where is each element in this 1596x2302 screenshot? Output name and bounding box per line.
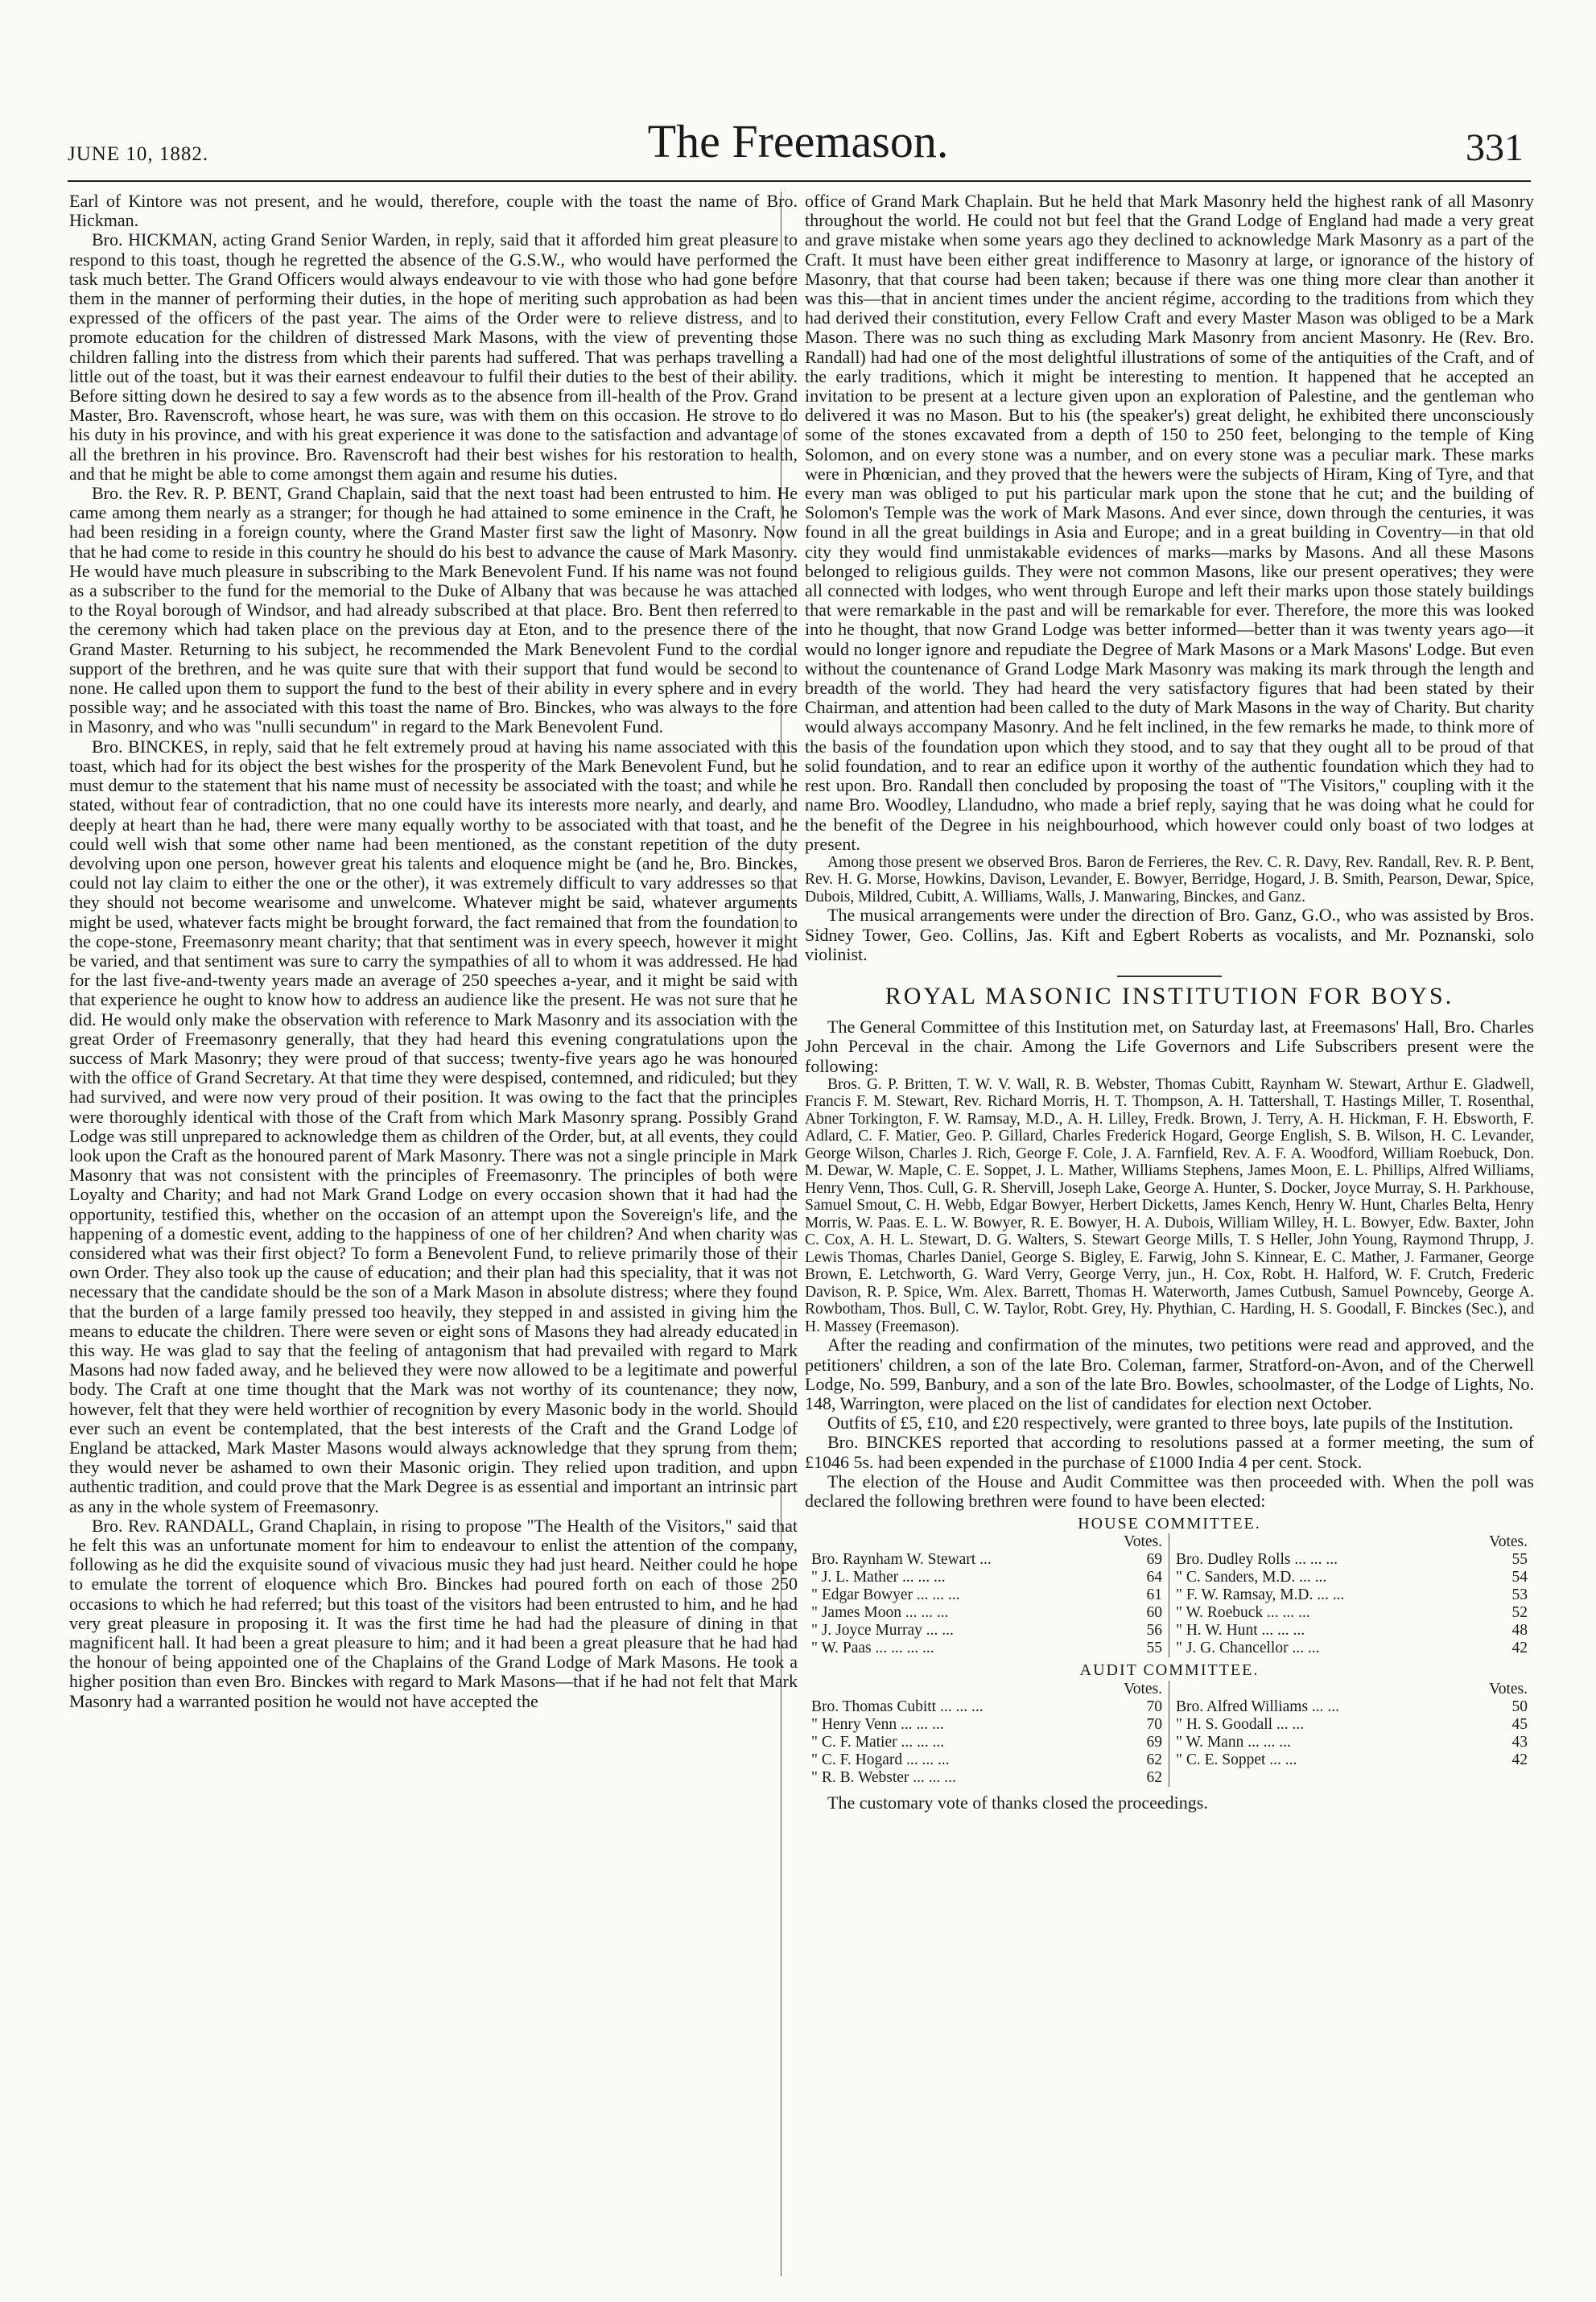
member-name: " W. Roebuck ... ... ... xyxy=(1176,1604,1310,1622)
vote-count: 70 xyxy=(1146,1698,1162,1715)
vote-count: 55 xyxy=(1146,1640,1162,1657)
house-committee-left xyxy=(805,1533,1169,1657)
vote-count: 52 xyxy=(1511,1604,1528,1622)
vote-count: 61 xyxy=(1146,1586,1162,1604)
house-committee-table xyxy=(805,1533,1534,1657)
vote-row xyxy=(811,1751,1162,1769)
member-name: " H. S. Goodall ... ... xyxy=(1176,1715,1305,1733)
vote-count: 53 xyxy=(1511,1586,1528,1604)
vote-row xyxy=(811,1569,1162,1586)
vote-row xyxy=(1176,1716,1528,1734)
vote-count: 50 xyxy=(1511,1698,1528,1715)
vote-row xyxy=(1176,1640,1528,1657)
house-committee-right xyxy=(1169,1533,1534,1657)
page-header xyxy=(56,115,1540,175)
right-column xyxy=(805,192,1534,1813)
minutes-paragraph: After the reading and confirmation of the minutes, two petitions were read and approved, and the petitioners' children, a son of the late Bro. Coleman, farmer, Stratford-on-Avon, and of the Cherwell Lodge, No. 599, Banbury, and a son of the late Bro. Bowles, schoolmaster, of the Lodge of Lights, No. 148, Warrington, were placed on the list of candidates for election next October. xyxy=(805,1335,1534,1413)
audit-committee-table xyxy=(805,1681,1534,1787)
binckes-report-paragraph: Bro. BINCKES reported that according to resolutions passed at a former meeting, the sum of £1046 5s. had been expended in the purchase of £1000 India 4 per cent. Stock. xyxy=(805,1432,1534,1472)
left-column xyxy=(69,192,798,1711)
vote-count: 54 xyxy=(1511,1569,1528,1586)
article-paragraph: office of Grand Mark Chaplain. But he held that Mark Masonry held the highest rank of all Masonry throughout the world. He could not but feel that the Grand Lodge of England had made a very great and grave mistake when some years ago they declined to acknowledge Mark Masonry as a part of the Craft. It must have been either great indifference to Masonry at large, or ignorance of the history of Masonry, that that course had been taken; because if there was one thing more clear than another it was this—that in ancient times under the ancient régime, according to the traditions from which they had derived their constitution, every Fellow Craft and every Master Mason was obliged to be a Mark Mason. There was no such thing as excluding Mark Masonry from ancient Masonry. He (Rev. Bro. Randall) had had one of the most delightful illustrations of some of the antiquities of the Craft, and of the early traditions, which it might be interesting to mention. It happened that he accepted an invitation to be present at a lecture given upon an exploration of Palestine, and the gentleman who delivered it was no Mason. But to his (the speaker's) great delight, he exhibited there unconsciously some of the stones excavated from a depth of 150 to 250 feet, belonging to the temple of King Solomon, and on every stone was a number, and on every stone was a peculiar mark. These marks were in Phœnician, and they proved that the hewers were the subjects of Hiram, King of Tyre, and that every man was obliged to put his particular mark upon the stone that he cut; and the building of Solomon's Temple was the work of Mark Masons. And ever since, down through the centuries, it was found in all the great buildings in Asia and Europe; and in a great building in Coventry—in that old city they would find unmistakable evidences of marks—marks by Masons. And all these Masons belonged to religious guilds. They were not common Masons, like our present operatives; they were all connected with lodges, who went through Europe and left their marks upon those stately buildings that were remarkable in the past and will be remarkable for ever. Therefore, the more this was looked into he thought, that now Grand Lodge was better informed—better than it was twenty years ago—it would no longer ignore and repudiate the Degree of Mark Masons or a Mark Masons' Lodge. But even without the countenance of Grand Lodge Mark Masonry was making its mark through the length and breadth of the world. They had heard the very satisfactory figures that had been stated by their Chairman, and attention had been called to the duty of Mark Masons in the way of Charity. But charity would always accompany Masonry. And he felt inclined, in the few remarks he made, to think more of the basis of the foundation upon which they stood, and to say that they ought all to be proud of that solid foundation, and to rear an edifice upon it worthy of the authentic foundation which they had to rest upon. Bro. Randall then concluded by proposing the toast of "The Visitors," coupling with it the name Bro. Woodley, Llandudno, who made a brief reply, saying that he was doing what he could for the benefit of the Degree in his neighbourhood, which however could only boast of two lodges at present. xyxy=(805,191,1534,854)
member-name: Bro. Thomas Cubitt ... ... ... xyxy=(811,1698,984,1715)
votes-header: Votes. xyxy=(1124,1680,1162,1698)
vote-count: 48 xyxy=(1511,1622,1528,1640)
vote-row xyxy=(811,1604,1162,1622)
vote-row xyxy=(811,1640,1162,1657)
audit-committee-left xyxy=(805,1681,1169,1787)
vote-count: 56 xyxy=(1146,1622,1162,1640)
vote-count: 45 xyxy=(1511,1715,1528,1733)
member-name: " C. F. Hogard ... ... ... xyxy=(811,1751,950,1768)
vote-row xyxy=(811,1698,1162,1716)
vote-row xyxy=(811,1769,1162,1787)
attendees-list: Bros. G. P. Britten, T. W. V. Wall, R. B. Webster, Thomas Cubitt, Raynham W. Stewart, Arthur E. Gladwell, Francis F. M. Stewart, Rev. Richard Morris, H. T. Thompson, A. H. Tattershall, T. Hastings Miller, T. Rosenthal, Abner Torkington, F. W. Ramsay, M.D., A. H. Lilley, Fredk. Brown, J. Terry, A. H. Hickman, F. H. Ebsworth, F. Adlard, C. F. Matier, Geo. P. Gillard, Charles Frederick Hogard, George English, S. B. Wilson, H. C. Levander, George Wilson, Charles J. Rich, George F. Cole, J. A. Farnfield, Rev. A. F. A. Woodford, William Roebuck, Don. M. Dewar, W. Maple, C. E. Soppet, J. L. Mather, Williams Stephens, James Moon, E. L. Phillips, Alfred Williams, Henry Venn, Thos. Cull, G. R. Shervill, Joseph Lake, George A. Hunter, S. Docker, Joyce Murray, S. H. Parkhouse, Samuel Smout, C. H. Webb, Edgar Bowyer, Herbert Dicketts, James Kench, Henry W. Hunt, Charles Belta, Henry Morris, W. Paas. E. L. W. Bowyer, R. E. Bowyer, H. A. Dubois, William Willey, H. L. Bowyer, Edw. Baxter, John C. Cox, A. H. L. Stewart, D. G. Walters, S. Stewart George Mills, T. S Heller, John Young, Raymond Thrupp, J. Lewis Thomas, Charles Daniel, George S. Bigley, E. Farwig, John S. Kinnear, E. C. Mather, J. Farmaner, George Brown, E. Letchworth, G. Ward Verry, George Verry, jun., H. Cox, Robt. H. Halford, W. F. Crutch, Frederic Davison, R. P. Spice, Wm. Alex. Barrett, Thomas H. Waterworth, James Cutbush, Samuel Pownceby, George A. Rowbotham, Thos. Bull, C. W. Taylor, Robt. Grey, Hy. Phythian, C. Harding, H. S. Goodall, F. Binckes (Sec.), and H. Massey (Freemason). xyxy=(805,1075,1534,1335)
article-paragraph: Bro. BINCKES, in reply, said that he felt extremely proud at having his name associated with this toast, which had for its object the best wishes for the prosperity of the Mark Benevolent Fund, but he must demur to the statement that his name must of necessity be associated with the toast; and while he stated, without fear of contradiction, that no one could have its interests more nearly, and dearly, and deeply at heart than he had, there were many equally worthy to be associated with that toast, and he could well wish that some other name had been mentioned, as the constant repetition of the duty devolving upon one person, however great his talents and eloquence might be (and he, Bro. Binckes, could not lay claim to either the one or the other), it was extremely difficult to vary addresses so that they should not become wearisome and unwelcome. Whatever might be said, whatever arguments might be used, whatever facts might be brought forward, the fact remained that from the foundation to the cope-stone, Freemasonry meant charity; that that sentiment was in every speech, however it might be varied, and that sentiment was sure to carry the sympathies of all to whom it was addressed. He had for the last five-and-twenty years made an average of 250 speeches a-year, and it might be said with that experience he ought to know how to address an audience like the present. He was not sure that he did. He would only make the observation with reference to Mark Masonry and its association with the great Order of Freemasonry generally, that they had heard this evening congratulations upon the success of Mark Masonry; they were proud of that success; twenty-five years ago he was honoured with the office of Grand Secretary. At that time they were despised, contemned, and ridiculed; but they had survived, and were now very proud of their position. It was owing to the fact that the principles were thoroughly identical with those of the Craft from which Mark Masonry sprang. Possibly Grand Lodge was still unprepared to acknowledge them as children of the Order, but, at all events, they could look upon the Craft as the honoured parent of Mark Masonry. There was not a single principle in Mark Masonry that was not consistent with the principles of Freemasonry. The principles of both were Loyalty and Charity; and had not Mark Grand Lodge on every occasion shown that it had had the opportunity, testified this, whether on the occasion of an attempt upon the Sovereign's life, and the happening of a domestic event, adding to the happiness of one of her children? And when charity was considered what was their first object? To form a Benevolent Fund, to relieve primarily those of their own Order. They also took up the cause of education; and their plan had this speciality, that it was not necessary that the candidate should be the son of a Mark Mason in absolute distress; where they found that the burden of a large family pressed too heavily, they stepped in and assisted in giving him the means to educate the children. There were seven or eight sons of Masons they had already educated in this way. He was glad to say that the feeling of antagonism that had prevailed with regard to Mark Masons had now faded away, and he believed they were now allowed to be a legitimate and powerful body. The Craft at one time thought that the Mark was not worthy of its countenance; they now, however, felt that they were held worthier of recognition by every Masonic body in the world. Should ever such an event be contemplated, that the best interests of the Craft and the Grand Lodge of England be attacked, Mark Master Masons would always acknowledge that they sprung from them; they would never be ashamed to own their Masonic origin. They relied upon tradition, and upon authentic tradition, and could prove that the Mark Degree is as essential and important an intrinsic part as any in the whole system of Freemasonry. xyxy=(69,736,798,1516)
article-paragraph: Bro. the Rev. R. P. BENT, Grand Chaplain, said that the next toast had been entrusted to him. He came among them nearly as a stranger; for though he had attained to some eminence in the Craft, he had been residing in a foreign county, where the Grand Master first saw the light of Masonry. Now that he had come to reside in this country he should do his best to advance the cause of Mark Masonry. He would have much pleasure in subscribing to the Mark Benevolent Fund. If his name was not found as a subscriber to the fund for the memorial to the Duke of Albany that was because he was attached to the Royal borough of Windsor, and had already subscribed at that place. Bro. Bent then referred to the ceremony which had taken place on the previous day at Eton, and to the presence there of the Grand Master. Returning to his subject, he recommended the Mark Benevolent Fund to the cordial support of the brethren, and he was quite sure that with their support that fund would be second to none. He called upon them to support the fund to the best of their ability in every sphere and in every possible way; and he associated with this toast the name of Bro. Binckes, who was always to the fore in Masonry, and who was "nulli secundum" in regard to the Mark Benevolent Fund. xyxy=(69,483,798,737)
vote-row xyxy=(811,1551,1162,1569)
member-name: Bro. Dudley Rolls ... ... ... xyxy=(1176,1551,1338,1569)
article-paragraph: Bro. HICKMAN, acting Grand Senior Warden, in reply, said that it afforded him great pleasure to respond to this toast, though he regretted the absence of the G.S.W., who would have performed the task much better. The Grand Officers would always endeavour to vie with those who had gone before them in the manner of performing their duties, in the hope of meriting such approbation as had been expressed of the officers of the past year. The aims of the Order were to relieve distress, and to promote education for the children of distressed Mark Masons, with the view of preventing those children falling into the distress from which their parents had suffered. That was perhaps travelling a little out of the toast, but it was their earnest endeavour to fulfil their duties to the best of their ability. Before sitting down he desired to say a few words as to the absence from ill-health of the Prov. Grand Master, Bro. Ravenscroft, whose heart, he was sure, was with them on this occasion. He strove to do his duty in his province, and with his great experience it was done to the satisfaction and advantage of all the brethren in his province. Bro. Ravenscroft had their best wishes for his restoration to health, and that he might be able to come amongst them again and resume his duties. xyxy=(69,229,798,484)
article-paragraph: Bro. Rev. RANDALL, Grand Chaplain, in rising to propose "The Health of the Visitors," said that he felt this was an unfortunate moment for him to endeavour to enlist the attention of the company, following as he did the exquisite sound of vivacious music they had just heard. Neither could he hope to emulate the torrent of eloquence which Bro. Binckes had poured forth on each of those 250 occasions to which he had referred; but this toast of the visitors had been entrusted to him, and he had very great pleasure in proposing it. It was the first time he had had the pleasure of dining in that magnificent hall. It had been a great pleasure to him; and it had been a great pleasure that he had had the honour of being appointed one of the Chaplains of the Grand Lodge of Mark Masons. He took a higher position than even Bro. Binckes with regard to Mark Masons—that if he had not felt that Mark Masonry had a warranted position he would not have accepted the xyxy=(69,1515,798,1711)
member-name: " J. Joyce Murray ... ... xyxy=(811,1622,954,1640)
vote-count: 69 xyxy=(1146,1733,1162,1751)
issue-date: JUNE 10, 1882. xyxy=(68,143,209,165)
vote-count: 42 xyxy=(1511,1751,1528,1768)
votes-header: Votes. xyxy=(1489,1680,1528,1698)
vote-row xyxy=(1176,1569,1528,1586)
votes-header: Votes. xyxy=(1489,1533,1528,1551)
section-rule xyxy=(1117,976,1222,977)
intro-paragraph: The General Committee of this Institution met, on Saturday last, at Freemasons' Hall, Bro. Charles John Perceval in the chair. Among the Life Governors and Life Subscribers present were the following: xyxy=(805,1017,1534,1076)
member-name: " W. Paas ... ... ... ... xyxy=(811,1640,934,1657)
member-name: " J. L. Mather ... ... ... xyxy=(811,1569,946,1586)
header-rule xyxy=(68,180,1531,182)
member-name: " James Moon ... ... ... xyxy=(811,1604,949,1622)
vote-row xyxy=(1176,1551,1528,1569)
member-name: Bro. Raynham W. Stewart ... xyxy=(811,1551,992,1569)
vote-row xyxy=(1176,1586,1528,1604)
member-name: " C. F. Matier ... ... ... xyxy=(811,1733,945,1751)
member-name: " W. Mann ... ... ... xyxy=(1176,1733,1291,1751)
outfits-paragraph: Outfits of £5, £10, and £20 respectively, were granted to three boys, late pupils of the Institution. xyxy=(827,1413,1514,1434)
member-name: " F. W. Ramsay, M.D. ... ... xyxy=(1176,1586,1345,1604)
member-name: " H. W. Hunt ... ... ... xyxy=(1176,1622,1305,1640)
vote-count: 62 xyxy=(1146,1768,1162,1786)
election-paragraph: The election of the House and Audit Committee was then proceeded with. When the poll was declared the following brethren were found to have been elected: xyxy=(805,1471,1534,1511)
page-number: 331 xyxy=(1466,126,1524,169)
member-name: " R. B. Webster ... ... ... xyxy=(811,1768,956,1786)
vote-row xyxy=(1176,1622,1528,1640)
vote-count: 42 xyxy=(1511,1640,1528,1657)
vote-count: 62 xyxy=(1146,1751,1162,1768)
vote-count: 64 xyxy=(1146,1569,1162,1586)
member-name: Bro. Alfred Williams ... ... xyxy=(1176,1698,1340,1715)
article-paragraph: Earl of Kintore was not present, and he would, therefore, couple with the toast the name of Bro. Hickman. xyxy=(69,191,798,231)
vote-count: 55 xyxy=(1511,1551,1528,1569)
masthead-title: The Freemason. xyxy=(647,115,949,167)
vote-count: 70 xyxy=(1146,1715,1162,1733)
vote-row xyxy=(811,1586,1162,1604)
closing-line: The customary vote of thanks closed the proceedings. xyxy=(827,1792,1208,1813)
vote-count: 43 xyxy=(1511,1733,1528,1751)
vote-row xyxy=(1176,1751,1528,1769)
vote-row xyxy=(811,1716,1162,1734)
member-name: " Edgar Bowyer ... ... ... xyxy=(811,1586,960,1604)
vote-count: 60 xyxy=(1146,1604,1162,1622)
audit-committee-heading: AUDIT COMMITTEE. xyxy=(1079,1661,1260,1680)
vote-row xyxy=(1176,1604,1528,1622)
vote-row xyxy=(1176,1698,1528,1716)
vote-row xyxy=(1176,1734,1528,1751)
vote-count: 69 xyxy=(1146,1551,1162,1569)
vote-row xyxy=(811,1734,1162,1751)
audit-committee-right xyxy=(1169,1681,1534,1787)
section-title: ROYAL MASONIC INSTITUTION FOR BOYS. xyxy=(885,983,1454,1010)
music-paragraph: The musical arrangements were under the direction of Bro. Ganz, G.O., who was assisted by Bros. Sidney Tower, Geo. Collins, Jas. Kift and Egbert Roberts as vocalists, and Mr. Poznanski, solo violinist. xyxy=(805,905,1534,964)
votes-header: Votes. xyxy=(1124,1533,1162,1551)
member-name: " Henry Venn ... ... ... xyxy=(811,1715,944,1733)
member-name: " C. E. Soppet ... ... xyxy=(1176,1751,1297,1768)
present-list: Among those present we observed Bros. Baron de Ferrieres, the Rev. C. R. Davy, Rev. Randall, Rev. R. P. Bent, Rev. H. G. Morse, Howkins, Davison, Levander, E. Bowyer, Berridge, Hogard, J. B. Smith, Pearson, Dewar, Spice, Dubois, Mildred, Cubitt, A. Williams, Walls, J. Manwaring, Binckes, and Ganz. xyxy=(805,853,1534,906)
house-committee-heading: HOUSE COMMITTEE. xyxy=(1078,1515,1261,1533)
member-name: " J. G. Chancellor ... ... xyxy=(1176,1640,1320,1657)
member-name: " C. Sanders, M.D. ... ... xyxy=(1176,1569,1327,1586)
vote-row xyxy=(811,1622,1162,1640)
